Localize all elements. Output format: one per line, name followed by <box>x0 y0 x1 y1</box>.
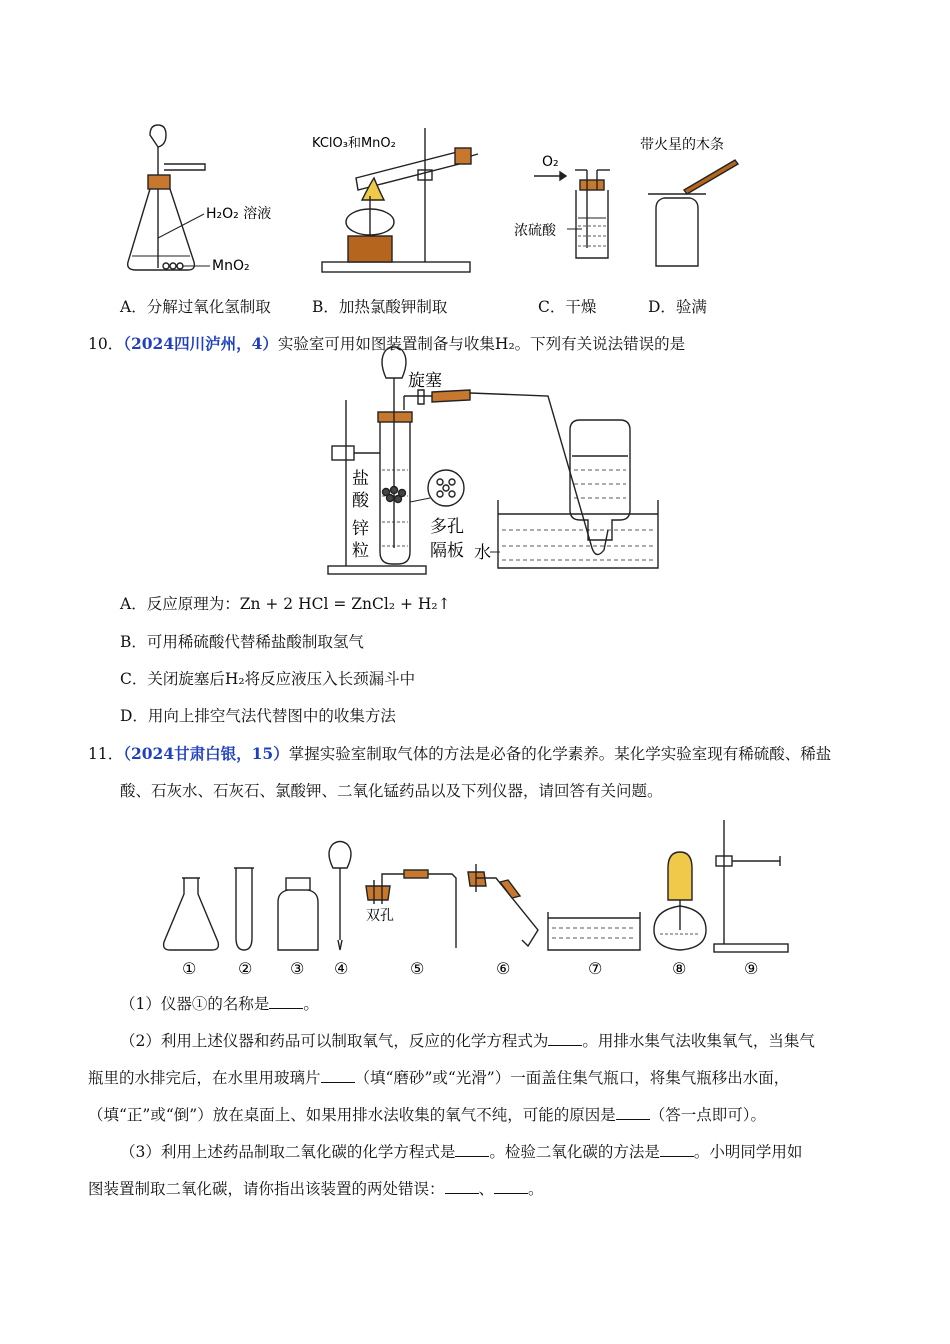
answer-blank-2[interactable] <box>548 1031 582 1046</box>
label-stopcock: 旋塞 <box>408 371 442 391</box>
q11-p3-b: 。检验二氧化碳的方法是 <box>489 1143 660 1161</box>
q11-p1-d: 。 <box>303 995 319 1013</box>
label-mno2: MnO₂ <box>212 258 250 274</box>
label-zinc-2: 粒 <box>352 541 369 561</box>
q11-p3-c: 。小明同学用如 <box>693 1143 803 1161</box>
label-water: 水 <box>474 543 491 563</box>
q11-p2-c: 瓶里的水排完后，在水里用玻璃片 <box>88 1069 321 1087</box>
q11-p2-f: （答一点即可）。 <box>649 1106 766 1124</box>
q10-option-d: D．用向上排空气法代替图中的收集方法 <box>120 707 396 725</box>
q11-p2-e: （填“正”或“倒”）放在桌面上、如果用排水法收集的氧气不纯，可能的原因是 <box>88 1106 616 1124</box>
answer-blank-3[interactable] <box>321 1068 355 1083</box>
instrument-number-4: ④ <box>334 959 349 978</box>
q11-p3-a: （3）利用上述药品制取二氧化碳的化学方程式是 <box>120 1143 456 1161</box>
q9-option-c: C．干燥 <box>538 298 597 316</box>
instrument-number-2: ② <box>238 959 253 978</box>
instrument-numbers <box>182 959 758 978</box>
answer-blank-4[interactable] <box>616 1105 650 1120</box>
label-hydrochloric-acid-1: 盐 <box>352 469 369 489</box>
q10-text: 实验室可用如图装置制备与收集H₂。下列有关说法错误的是 <box>277 335 686 353</box>
q11-part1 <box>120 993 319 1015</box>
answer-blank-8[interactable] <box>494 1179 528 1194</box>
label-hydrochloric-acid-2: 酸 <box>352 491 369 511</box>
q10-option-b: B．可用稀硫酸代替稀盐酸制取氢气 <box>120 633 364 651</box>
label-conc-sulfuric-acid: 浓硫酸 <box>514 223 556 239</box>
q10-source: （2024四川泸州，4） <box>123 334 278 353</box>
q11-part3-line2 <box>88 1178 544 1200</box>
q11-p2-a: （2）利用上述仪器和药品可以制取氧气，反应的化学方程式为 <box>120 1032 549 1050</box>
q11-stem-line2: 酸、石灰水、石灰石、氯酸钾、二氧化锰药品以及下列仪器，请回答有关问题。 <box>120 782 663 800</box>
q11-p3-d: 图装置制取二氧化碳，请你指出该装置的两处错误： <box>88 1180 445 1198</box>
label-h2o2: H₂O₂ 溶液 <box>206 206 272 222</box>
q10-option-c: C．关闭旋塞后H₂将反应液压入长颈漏斗中 <box>120 670 416 688</box>
label-kclo3: KClO₃和MnO₂ <box>312 136 396 151</box>
q11-p1-a: （1）仪器 <box>120 995 192 1013</box>
q9-option-a: A．分解过氧化氢制取 <box>120 298 271 316</box>
q9-option-b: B．加热氯酸钾制取 <box>312 298 448 316</box>
label-o2: O₂ <box>542 154 559 170</box>
instrument-number-1: ① <box>182 959 197 978</box>
instrument-number-5: ⑤ <box>410 959 425 978</box>
label-zinc-1: 锌 <box>352 519 369 539</box>
label-glowing-splint: 带火星的木条 <box>640 137 724 153</box>
q11-source: （2024甘肃白银，15） <box>123 744 289 763</box>
q11-p1-c: 的名称是 <box>207 995 270 1013</box>
q11-p2-b: 。用排水集气法收集氧气，当集气 <box>582 1032 815 1050</box>
label-porous-plate-2: 隔板 <box>430 541 464 561</box>
answer-blank-5[interactable] <box>455 1142 489 1157</box>
q11-number: 11． <box>88 745 124 763</box>
label-porous-plate-1: 多孔 <box>430 517 464 537</box>
answer-blank-7[interactable] <box>445 1179 479 1194</box>
q10-option-a: A．反应原理为：Zn + 2 HCl = ZnCl₂ + H₂↑ <box>120 595 451 613</box>
q11-part3-line1 <box>120 1141 802 1163</box>
label-double-hole: 双孔 <box>366 908 394 924</box>
q11-part2-line2 <box>88 1067 789 1089</box>
instrument-number-3: ③ <box>290 959 305 978</box>
q11-p2-d: （填“磨砂”或“光滑”）一面盖住集气瓶口，将集气瓶移出水面， <box>354 1069 790 1087</box>
instrument-number-9: ⑨ <box>744 959 759 978</box>
q10-number: 10． <box>88 335 124 353</box>
instrument-number-7: ⑦ <box>588 959 603 978</box>
answer-blank-6[interactable] <box>660 1142 694 1157</box>
instrument-number-6: ⑥ <box>496 959 511 978</box>
q11-p1-b: ① <box>191 995 208 1013</box>
q11-text-1: 掌握实验室制取气体的方法是必备的化学素养。某化学实验室现有稀硫酸、稀盐 <box>288 745 832 763</box>
q9-option-d: D．验满 <box>648 298 707 316</box>
q11-p3-f: 。 <box>528 1180 544 1198</box>
q11-part2-line3 <box>88 1104 766 1126</box>
answer-blank-1[interactable] <box>269 994 303 1009</box>
q11-part2-line1 <box>120 1030 815 1052</box>
instrument-number-8: ⑧ <box>672 959 687 978</box>
q11-p3-e: 、 <box>478 1180 495 1198</box>
